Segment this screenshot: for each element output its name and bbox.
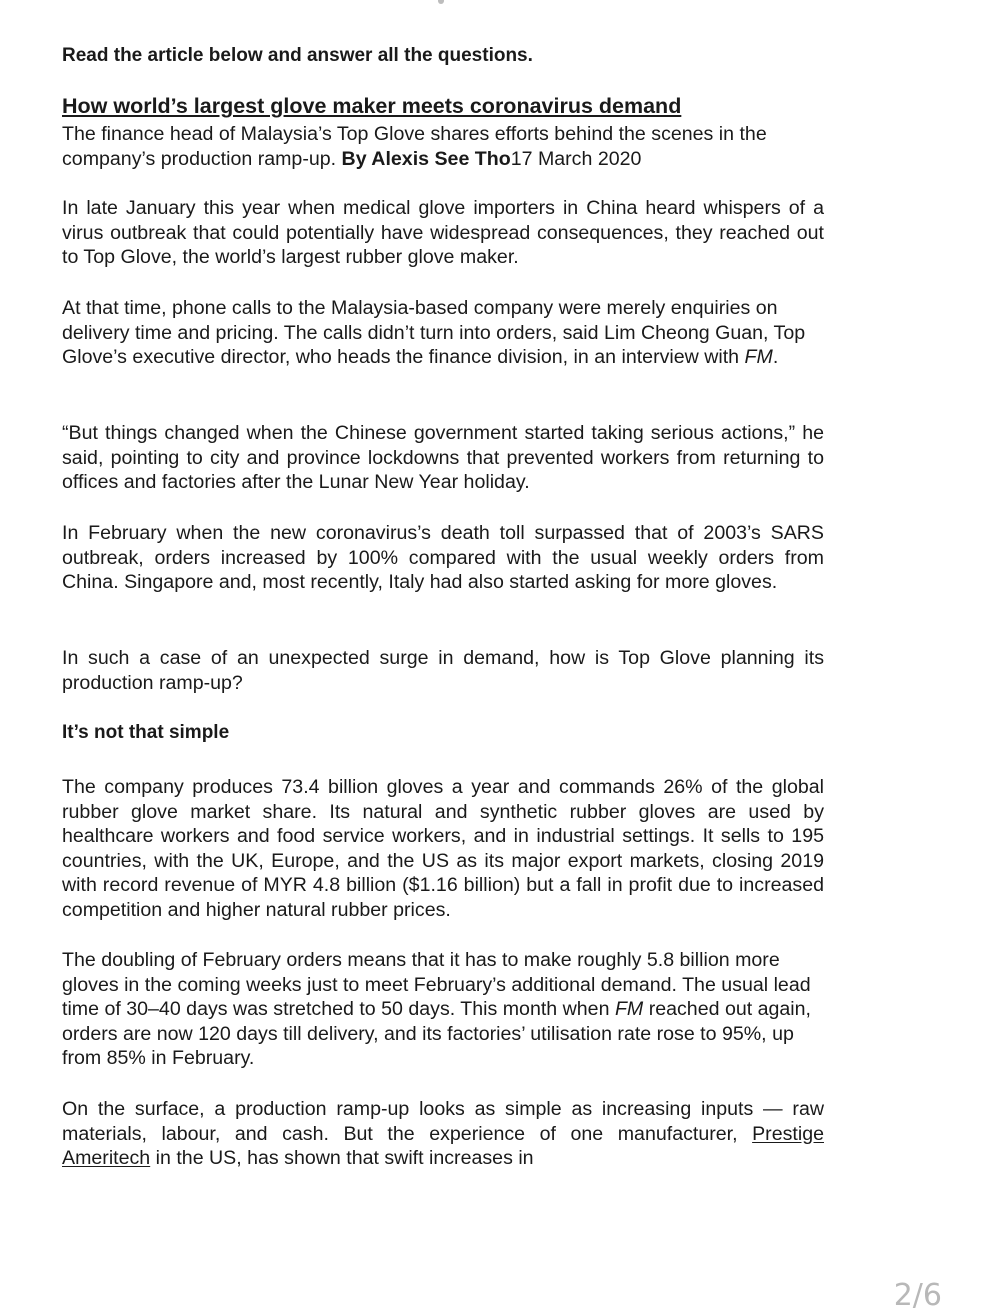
- article-title: How world’s largest glove maker meets coronavirus demand: [62, 94, 682, 118]
- article-subtitle-paragraph: [62, 122, 824, 171]
- prestige-ameritech-link[interactable]: Prestige Ameritech: [62, 1122, 824, 1169]
- paragraph-6: The company produces 73.4 billion gloves a year and commands 26% of the global rubber glove market share. Its natural and synthetic rubber gloves are used by healthcare workers and food service workers, and in industrial settings. It sells to 195 countries, with the UK, Europe, and the US as its major export markets, closing 2019 with record revenue of MYR 4.8 billion ($1.16 billion) but a fall in profit due to increased competition and higher natural rubber prices.: [62, 776, 824, 921]
- fm-emphasis: FM: [614, 998, 644, 1020]
- document-page: [62, 0, 824, 1312]
- paragraph-2: [62, 296, 824, 370]
- article-date: 17 March 2020: [510, 147, 642, 170]
- paragraph-7: [62, 948, 824, 1071]
- paragraph-8-text-a: On the surface, a production ramp-up looks as simple as increasing inputs — raw materials, labour, and cash. But the experience of one manufacturer,: [62, 1098, 824, 1145]
- paragraph-8-text-b: in the US, has shown that swift increases in: [155, 1147, 534, 1169]
- paragraph-8: [62, 1097, 824, 1171]
- paragraph-7-text-a: The doubling of February orders means that it has to make roughly 5.8 billion more gloves in the coming weeks just to meet February’s additional demand. The usual lead time of 30–40 days was stretched to 50 days. This month when: [62, 949, 811, 1020]
- paragraph-4: In February when the new coronavirus’s death toll surpassed that of 2003’s SARS outbreak, orders increased by 100% compared with the usual weekly orders from China. Singapore and, most recently, Italy had also started asking for more gloves.: [62, 522, 824, 593]
- instruction-text: Read the article below and answer all the questions.: [62, 45, 533, 66]
- paragraph-3: “But things changed when the Chinese government started taking serious actions,” he said, pointing to city and province lockdowns that prevented workers from returning to offices and factories after the Lunar New Year holiday.: [62, 422, 824, 493]
- paragraph-2-text: At that time, phone calls to the Malaysia-based company were merely enquiries on delivery time and pricing. The calls didn’t turn into orders, said Lim Cheong Guan, Top Glove’s executive director, who heads the finance division, in an interview with: [62, 297, 806, 368]
- paragraph-1: In late January this year when medical glove importers in China heard whispers of a virus outbreak that could potentially have widespread consequences, they reached out to Top Glove, the world’s largest rubber glove maker.: [62, 197, 824, 268]
- paragraph-5: In such a case of an unexpected surge in demand, how is Top Glove planning its production ramp-up?: [62, 647, 824, 694]
- article-byline: By Alexis See Tho: [341, 147, 511, 170]
- section-heading: It’s not that simple: [62, 722, 230, 743]
- page-indicator: 2/6: [893, 1278, 942, 1313]
- fm-emphasis: FM: [744, 346, 773, 368]
- article-subtitle: The finance head of Malaysia’s Top Glove shares efforts behind the scenes in the company’s production ramp-up.: [62, 123, 767, 170]
- paragraph-2-end: .: [772, 346, 779, 368]
- paragraph-7-text-b: reached out again, orders are now 120 days till delivery, and its factories’ utilisation rate rose to 95%, up from 85% in February.: [62, 998, 812, 1069]
